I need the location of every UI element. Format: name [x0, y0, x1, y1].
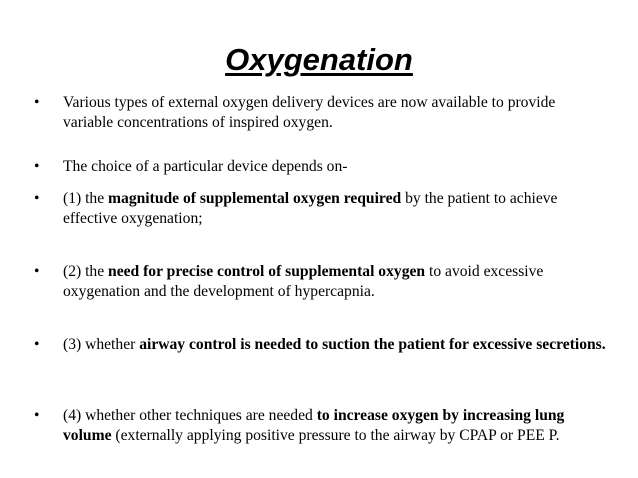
- bullet-item: [34, 406, 609, 446]
- bullet-text: Various types of external oxygen delivery devices are now available to provide variable concentrations of inspired oxygen.: [63, 94, 556, 131]
- bullet-text: (1) the magnitude of supplemental oxygen required by the patient to achieve effective oxygenation;: [63, 190, 558, 227]
- bullet-marker: •: [34, 158, 40, 175]
- bullet-item: [34, 189, 609, 229]
- bullet-text: The choice of a particular device depends on-: [63, 158, 348, 175]
- bullet-marker: •: [34, 407, 40, 424]
- bullet-item: [34, 262, 609, 302]
- bullet-text: (2) the need for precise control of supplemental oxygen to avoid excessive oxygenation and the development of hypercapnia.: [63, 263, 544, 300]
- bullet-marker: •: [34, 190, 40, 207]
- slide-title: Oxygenation: [225, 42, 413, 77]
- bullet-marker: •: [34, 94, 40, 111]
- bullet-item: [34, 93, 609, 133]
- bullet-marker: •: [34, 263, 40, 280]
- bullet-text: (3) whether airway control is needed to suction the patient for excessive secretions.: [63, 336, 606, 353]
- bullet-text: (4) whether other techniques are needed to increase oxygen by increasing lung volume (externally applying positive pressure to the airway by CPAP or PEE P.: [63, 407, 565, 444]
- bullet-item: [34, 335, 609, 355]
- bullet-item: [34, 157, 609, 177]
- bullet-marker: •: [34, 336, 40, 353]
